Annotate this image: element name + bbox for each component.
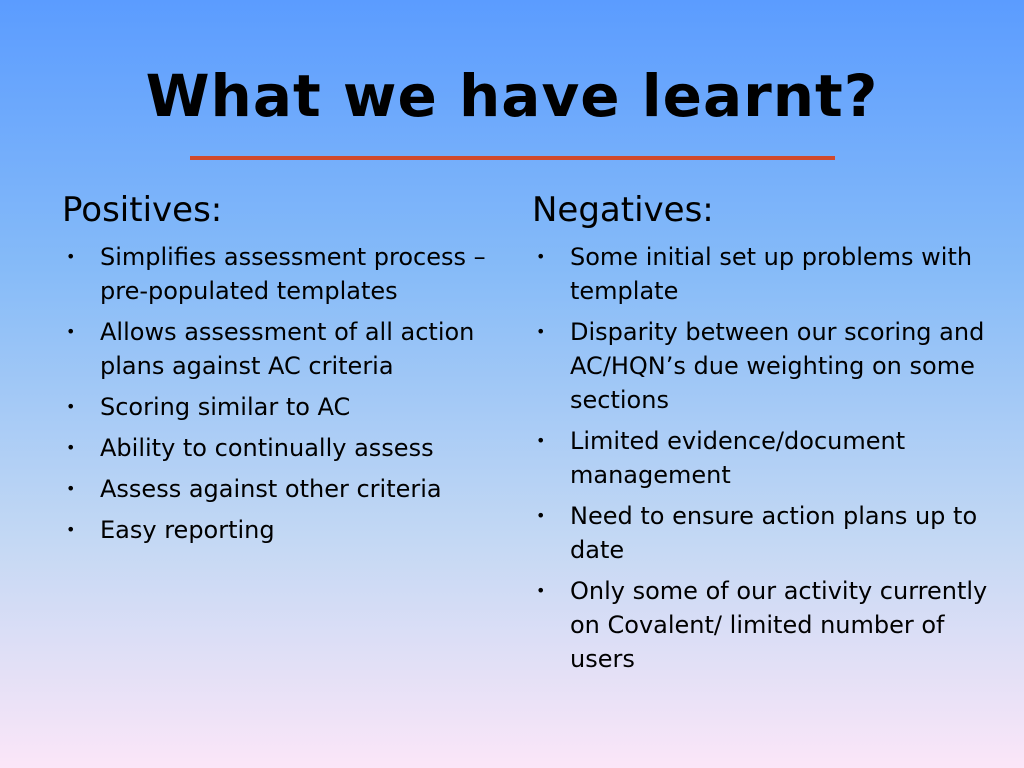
negatives-column [532,186,1002,683]
positives-heading: Positives: [62,190,223,230]
slide-title: What we have learnt? [145,62,879,130]
list-item-text: Easy reporting [100,516,275,544]
bullet-icon: • [66,520,76,539]
title-underline [190,156,835,160]
list-item-text: Scoring similar to AC [100,393,351,421]
list-item [62,315,512,383]
list-item-text: Some initial set up problems with template [570,243,973,305]
positives-column [62,186,512,554]
list-item [532,315,1002,417]
list-item-text: Allows assessment of all action plans against AC criteria [100,318,475,380]
list-item [62,472,512,506]
list-item [532,574,1002,676]
bullet-icon: • [536,506,546,525]
list-item-text: Ability to continually assess [100,434,434,462]
negatives-list [532,240,1002,676]
bullet-icon: • [66,322,76,341]
list-item-text: Assess against other criteria [100,475,442,503]
list-item [62,240,512,308]
bullet-icon: • [66,397,76,416]
bullet-icon: • [536,431,546,450]
bullet-icon: • [66,479,76,498]
list-item [62,431,512,465]
bullet-icon: • [536,247,546,266]
list-item-text: Limited evidence/document management [570,427,906,489]
list-item [532,424,1002,492]
bullet-icon: • [66,247,76,266]
list-item-text: Need to ensure action plans up to date [570,502,978,564]
list-item [62,513,512,547]
list-item-text: Disparity between our scoring and AC/HQN’s due weighting on some sections [570,318,985,414]
positives-list [62,240,512,547]
list-item [62,390,512,424]
list-item-text: Simplifies assessment process – pre-populated templates [100,243,486,305]
bullet-icon: • [66,438,76,457]
bullet-icon: • [536,581,546,600]
list-item [532,240,1002,308]
negatives-heading: Negatives: [532,190,714,230]
list-item-text: Only some of our activity currently on Covalent/ limited number of users [570,577,988,673]
list-item [532,499,1002,567]
bullet-icon: • [536,322,546,341]
